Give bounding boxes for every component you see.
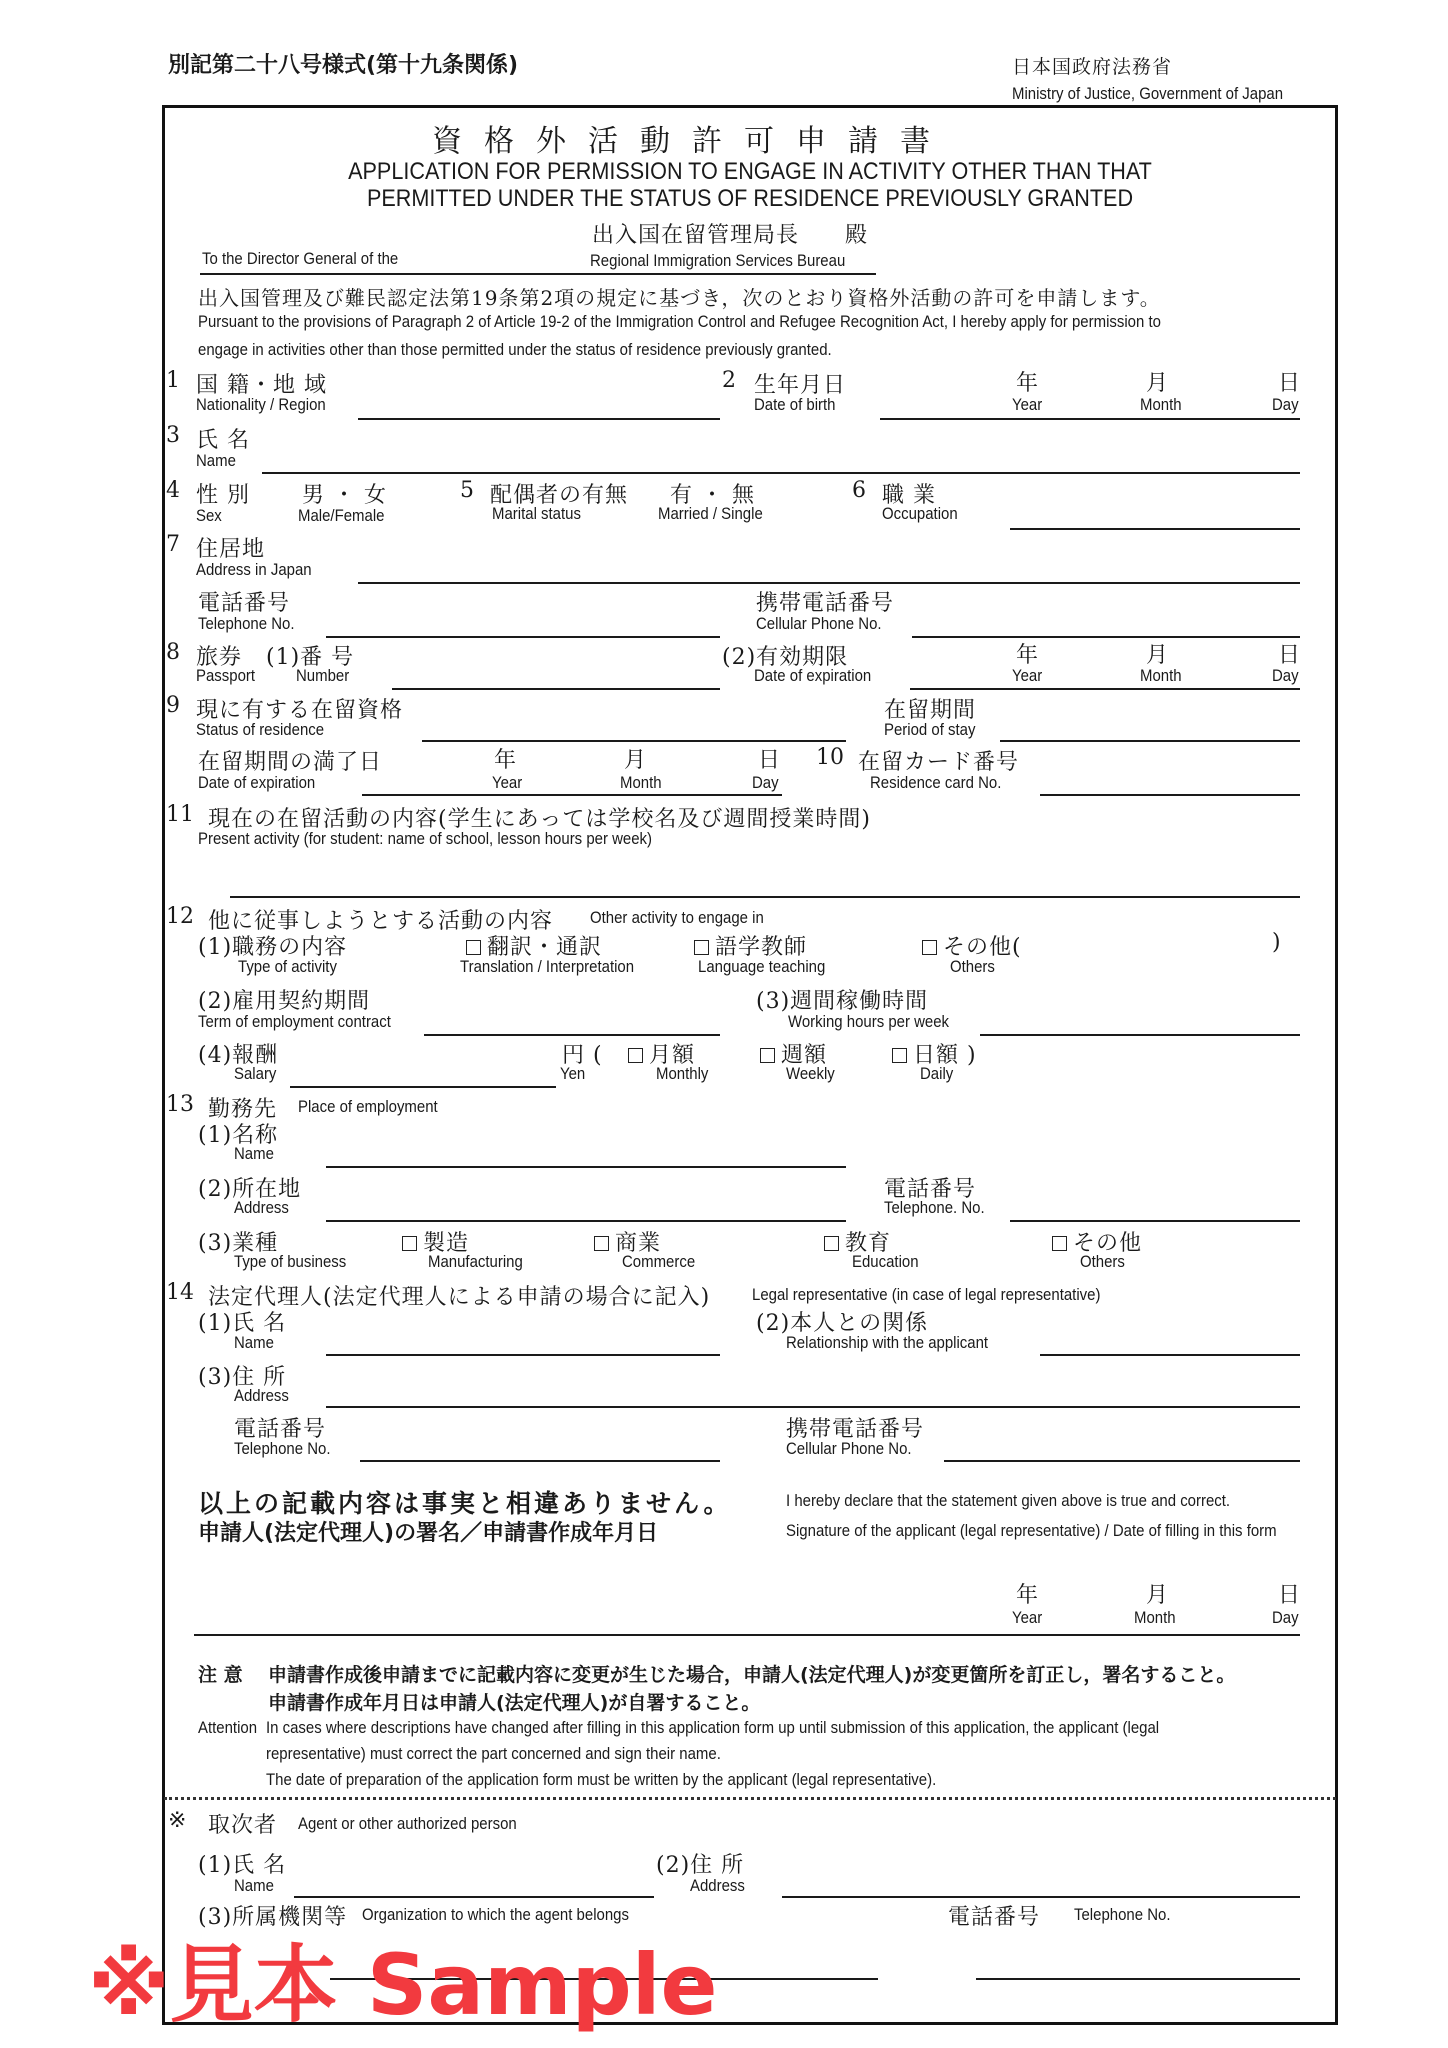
- attention-label-en: Attention: [198, 1718, 258, 1737]
- name-input-line[interactable]: [262, 472, 1300, 474]
- attention-label-jp: 注 意: [198, 1664, 243, 1686]
- yen-label-en: Yen: [560, 1064, 586, 1083]
- period-label-jp: 在留期間: [884, 698, 977, 723]
- employer-name-label-jp: (1)名称: [198, 1123, 279, 1148]
- month-en: Month: [1134, 1608, 1176, 1627]
- year-en: Year: [492, 773, 523, 792]
- month-en: Month: [1140, 666, 1182, 685]
- passport-expiry-label-jp: (2)有効期限: [722, 645, 849, 670]
- nationality-label-en: Nationality / Region: [196, 395, 326, 414]
- attention-jp-line2: 申請書作成年月日は申請人(法定代理人)が自署すること。: [268, 1692, 761, 1714]
- card-label-en: Residence card No.: [870, 773, 1002, 792]
- signature-label-jp: 申請人(法定代理人)の署名／申請書作成年月日: [198, 1521, 659, 1546]
- business-type-label-jp: (3)業種: [198, 1231, 279, 1256]
- field-12-number: 12: [166, 904, 194, 929]
- legal-rep-cell-input-line[interactable]: [944, 1460, 1300, 1462]
- addressee-en-right: Regional Immigration Services Bureau: [590, 251, 846, 270]
- business-others-label-en: Others: [1080, 1252, 1125, 1271]
- agent-name-input-line[interactable]: [294, 1896, 654, 1898]
- relationship-label-jp: (2)本人との関係: [756, 1311, 929, 1336]
- month-jp: 月: [1146, 643, 1170, 668]
- status-input-line[interactable]: [422, 740, 846, 742]
- passport-number-label-jp: (1)番 号: [266, 645, 355, 670]
- others-label-jp: その他(: [943, 935, 1022, 960]
- attention-jp-line1: 申請書作成後申請までに記載内容に変更が生じた場合，申請人(法定代理人)が変更箇所を訂正し，署名すること。: [268, 1664, 1236, 1686]
- education-label-jp: 教育: [845, 1231, 892, 1256]
- ministry-en: Ministry of Justice, Government of Japan: [1012, 84, 1284, 103]
- form-number: 別記第二十八号様式(第十九条関係): [168, 53, 519, 78]
- year-en: Year: [1012, 666, 1043, 685]
- others-close-paren: ): [1272, 930, 1282, 955]
- commerce-checkbox[interactable]: [594, 1236, 609, 1251]
- activity-type-label-jp: (1)職務の内容: [198, 935, 348, 960]
- legal-rep-address-label-en: Address: [234, 1386, 289, 1405]
- employer-phone-label-en: Telephone. No.: [884, 1198, 985, 1217]
- declaration-jp: 以上の記載内容は事実と相違ありません。: [198, 1489, 732, 1518]
- month-jp: 月: [1146, 371, 1170, 396]
- legal-rep-cell-label-en: Cellular Phone No.: [786, 1439, 912, 1458]
- addressee-en-left: To the Director General of the: [202, 249, 399, 268]
- contract-term-label-en: Term of employment contract: [198, 1012, 391, 1031]
- legal-rep-name-label-en: Name: [234, 1333, 274, 1352]
- declaration-en: I hereby declare that the statement given above is true and correct.: [786, 1491, 1231, 1510]
- attention-en-line1: In cases where descriptions have changed after filling in this application form up until submission of this application, the applicant (legal: [266, 1718, 1160, 1737]
- agent-address-input-line[interactable]: [782, 1896, 1300, 1898]
- occupation-input-line[interactable]: [1010, 528, 1300, 530]
- weekly-checkbox[interactable]: [760, 1048, 775, 1063]
- employer-phone-input-line[interactable]: [1010, 1220, 1300, 1222]
- manufacturing-label-jp: 製造: [423, 1231, 470, 1256]
- employer-address-label-en: Address: [234, 1198, 289, 1217]
- attention-en-line3: The date of preparation of the application form must be written by the applicant (legal representative).: [266, 1770, 937, 1789]
- nationality-label-jp: 国 籍・地 域: [196, 373, 327, 398]
- legal-rep-cell-label-jp: 携帯電話番号: [786, 1417, 925, 1442]
- passport-expiry-label-en: Date of expiration: [754, 666, 872, 685]
- phone-label-en: Telephone No.: [198, 614, 295, 633]
- daily-checkbox[interactable]: [892, 1048, 907, 1063]
- legal-rep-phone-input-line[interactable]: [360, 1460, 720, 1462]
- month-en: Month: [1140, 395, 1182, 414]
- year-jp: 年: [494, 748, 518, 773]
- agent-label-jp: 取次者: [208, 1813, 278, 1838]
- employer-phone-label-jp: 電話番号: [884, 1177, 977, 1202]
- month-jp: 月: [1146, 1583, 1170, 1608]
- yen-label-jp: 円 (: [562, 1043, 603, 1068]
- ministry-jp: 日本国政府法務省: [1012, 56, 1173, 78]
- attention-en-line2: representative) must correct the part concerned and sign their name.: [266, 1744, 721, 1763]
- passport-label-jp: 旅券: [196, 645, 243, 670]
- nationality-input-line[interactable]: [358, 418, 720, 420]
- cellphone-label-jp: 携帯電話番号: [756, 591, 895, 616]
- year-jp: 年: [1016, 643, 1040, 668]
- working-hours-label-en: Working hours per week: [788, 1012, 950, 1031]
- employer-label-en: Place of employment: [298, 1097, 438, 1116]
- business-others-label-jp: その他: [1073, 1231, 1143, 1256]
- expiry-label-jp: 在留期間の満了日: [198, 750, 383, 775]
- commerce-label-jp: 商業: [615, 1231, 662, 1256]
- agent-name-label-jp: (1)氏 名: [198, 1853, 287, 1878]
- legal-rep-phone-label-jp: 電話番号: [234, 1417, 327, 1442]
- employer-label-jp: 勤務先: [208, 1097, 278, 1122]
- addressee-jp: 出入国在留管理局長 殿: [592, 223, 869, 248]
- field-4-number: 4: [166, 478, 180, 503]
- expiry-input-line[interactable]: [362, 794, 782, 796]
- salary-label-jp: (4)報酬: [198, 1043, 279, 1068]
- working-hours-input-line[interactable]: [980, 1034, 1300, 1036]
- title-jp: 資格外活動許可申請書: [432, 124, 952, 159]
- education-checkbox[interactable]: [824, 1236, 839, 1251]
- status-label-jp: 現に有する在留資格: [196, 698, 404, 723]
- marital-label-en: Marital status: [492, 504, 581, 523]
- marital-options-en: Married / Single: [658, 504, 763, 523]
- sex-label-jp: 性 別: [196, 483, 250, 508]
- passport-expiry-input-line[interactable]: [910, 688, 1300, 690]
- weekly-label-jp: 週額: [781, 1043, 828, 1068]
- addressee-line: [200, 273, 876, 275]
- present-activity-input-line[interactable]: [230, 896, 1300, 898]
- agent-phone-label-jp: 電話番号: [948, 1905, 1041, 1930]
- others-checkbox[interactable]: [922, 940, 937, 955]
- employer-name-label-en: Name: [234, 1144, 274, 1163]
- relationship-label-en: Relationship with the applicant: [786, 1333, 989, 1352]
- activity-type-label-en: Type of activity: [238, 957, 337, 976]
- agent-address-label-jp: (2)住 所: [656, 1853, 745, 1878]
- agent-mark: ※: [168, 1808, 188, 1833]
- legal-rep-address-input-line[interactable]: [326, 1406, 1300, 1408]
- dotted-separator: [164, 1797, 1336, 1800]
- occupation-label-en: Occupation: [882, 504, 958, 523]
- salary-input-line[interactable]: [290, 1086, 556, 1088]
- field-3-number: 3: [166, 423, 180, 448]
- card-label-jp: 在留カード番号: [858, 750, 1020, 775]
- employer-address-label-jp: (2)所在地: [198, 1177, 302, 1202]
- day-jp: 日: [1278, 643, 1302, 668]
- agent-org-label-en: Organization to which the agent belongs: [362, 1905, 629, 1924]
- marital-label-jp: 配偶者の有無: [490, 483, 629, 508]
- contract-term-input-line[interactable]: [424, 1034, 720, 1036]
- business-others-checkbox[interactable]: [1052, 1236, 1067, 1251]
- legal-rep-name-input-line[interactable]: [326, 1354, 720, 1356]
- address-label-jp: 住居地: [196, 537, 266, 562]
- passport-number-label-en: Number: [296, 666, 350, 685]
- phone-label-jp: 電話番号: [198, 591, 291, 616]
- period-label-en: Period of stay: [884, 720, 976, 739]
- marital-options-jp[interactable]: 有 ・ 無: [670, 483, 755, 508]
- daily-label-en: Daily: [920, 1064, 954, 1083]
- legal-rep-address-label-jp: (3)住 所: [198, 1365, 287, 1390]
- translation-label-jp: 翻訳・通訳: [487, 935, 603, 960]
- monthly-label-jp: 月額: [649, 1043, 696, 1068]
- address-label-en: Address in Japan: [196, 560, 312, 579]
- field-2-number: 2: [722, 368, 736, 393]
- expiry-label-en: Date of expiration: [198, 773, 316, 792]
- present-activity-label-jp: 現在の在留活動の内容(学生にあっては学校名及び週間授業時間): [208, 807, 871, 832]
- agent-org-label-jp: (3)所属機関等: [198, 1905, 348, 1930]
- agent-address-label-en: Address: [690, 1876, 745, 1895]
- field-14-number: 14: [166, 1280, 194, 1305]
- signature-input-line[interactable]: [194, 1634, 1300, 1636]
- month-en: Month: [620, 773, 662, 792]
- language-teaching-label-jp: 語学教師: [715, 935, 808, 960]
- year-jp: 年: [1016, 371, 1040, 396]
- field-6-number: 6: [852, 478, 866, 503]
- card-input-line[interactable]: [1040, 794, 1300, 796]
- day-en: Day: [1272, 666, 1299, 685]
- sex-options-jp[interactable]: 男 ・ 女: [302, 483, 387, 508]
- manufacturing-checkbox[interactable]: [402, 1236, 417, 1251]
- year-en: Year: [1012, 1608, 1043, 1627]
- field-7-number: 7: [166, 532, 180, 557]
- field-11-number: 11: [166, 802, 194, 827]
- day-en: Day: [1272, 395, 1299, 414]
- signature-label-en: Signature of the applicant (legal representative) / Date of filling in this form: [786, 1521, 1277, 1540]
- employer-address-input-line[interactable]: [326, 1220, 846, 1222]
- period-input-line[interactable]: [1000, 740, 1300, 742]
- salary-label-en: Salary: [234, 1064, 277, 1083]
- monthly-label-en: Monthly: [656, 1064, 709, 1083]
- contract-term-label-jp: (2)雇用契約期間: [198, 989, 371, 1014]
- intro-en-line1: Pursuant to the provisions of Paragraph 2 of Article 19-2 of the Immigration Control and Refugee Recognition Act, I hereby apply for permission to: [198, 312, 1161, 331]
- translation-checkbox[interactable]: [466, 940, 481, 955]
- sex-options-en: Male/Female: [298, 506, 385, 525]
- title-en-line1: APPLICATION FOR PERMISSION TO ENGAGE IN ACTIVITY OTHER THAN THAT: [348, 158, 1152, 185]
- field-8-number: 8: [166, 640, 180, 665]
- daily-label-jp: 日額 ): [913, 1043, 977, 1068]
- others-label-en: Others: [950, 957, 995, 976]
- name-label-jp: 氏 名: [196, 428, 250, 453]
- birthdate-label-jp: 生年月日: [754, 373, 847, 398]
- agent-phone-label-en: Telephone No.: [1074, 1905, 1171, 1924]
- employer-name-input-line[interactable]: [326, 1166, 846, 1168]
- intro-jp: 出入国管理及び難民認定法第19条第2項の規定に基づき，次のとおり資格外活動の許可を申請します。: [198, 286, 1161, 310]
- passport-number-input-line[interactable]: [392, 688, 720, 690]
- address-input-line[interactable]: [358, 582, 1300, 584]
- legal-rep-label-en: Legal representative (in case of legal representative): [752, 1285, 1101, 1304]
- field-1-number: 1: [166, 368, 180, 393]
- title-en-line2: PERMITTED UNDER THE STATUS OF RESIDENCE PREVIOUSLY GRANTED: [366, 185, 1134, 212]
- birthdate-label-en: Date of birth: [754, 395, 836, 414]
- day-en: Day: [752, 773, 779, 792]
- weekly-label-en: Weekly: [786, 1064, 835, 1083]
- field-5-number: 5: [460, 478, 474, 503]
- name-label-en: Name: [196, 451, 236, 470]
- commerce-label-en: Commerce: [622, 1252, 696, 1271]
- passport-label-en: Passport: [196, 666, 256, 685]
- birthdate-input-line[interactable]: [880, 418, 1300, 420]
- intro-en-line2: engage in activities other than those permitted under the status of residence previously granted.: [198, 340, 832, 359]
- legal-rep-phone-label-en: Telephone No.: [234, 1439, 331, 1458]
- day-en: Day: [1272, 1608, 1299, 1627]
- legal-rep-name-label-jp: (1)氏 名: [198, 1311, 287, 1336]
- field-10-number: 10: [816, 745, 844, 770]
- day-jp: 日: [1278, 1583, 1302, 1608]
- monthly-checkbox[interactable]: [628, 1048, 643, 1063]
- field-13-number: 13: [166, 1092, 194, 1117]
- other-activity-label-jp: 他に従事しようとする活動の内容: [208, 909, 554, 934]
- manufacturing-label-en: Manufacturing: [428, 1252, 523, 1271]
- present-activity-label-en: Present activity (for student: name of school, lesson hours per week): [198, 829, 653, 848]
- education-label-en: Education: [852, 1252, 919, 1271]
- agent-label-en: Agent or other authorized person: [298, 1814, 517, 1833]
- sample-watermark: ※見本 Sample: [88, 1936, 718, 2034]
- working-hours-label-jp: (3)週間稼働時間: [756, 989, 929, 1014]
- occupation-label-jp: 職 業: [882, 483, 936, 508]
- legal-rep-label-jp: 法定代理人(法定代理人による申請の場合に記入): [208, 1285, 711, 1310]
- year-en: Year: [1012, 395, 1043, 414]
- language-teaching-checkbox[interactable]: [694, 940, 709, 955]
- year-jp: 年: [1016, 1583, 1040, 1608]
- field-9-number: 9: [166, 693, 180, 718]
- day-jp: 日: [758, 748, 782, 773]
- agent-name-label-en: Name: [234, 1876, 274, 1895]
- phone-input-line[interactable]: [326, 636, 720, 638]
- agent-phone-input-line[interactable]: [976, 1978, 1300, 1980]
- translation-label-en: Translation / Interpretation: [460, 957, 635, 976]
- business-type-label-en: Type of business: [234, 1252, 347, 1271]
- other-activity-label-en: Other activity to engage in: [590, 908, 764, 927]
- cellphone-input-line[interactable]: [912, 636, 1300, 638]
- cellphone-label-en: Cellular Phone No.: [756, 614, 882, 633]
- sex-label-en: Sex: [196, 506, 222, 525]
- relationship-input-line[interactable]: [1040, 1354, 1300, 1356]
- month-jp: 月: [624, 748, 648, 773]
- day-jp: 日: [1278, 371, 1302, 396]
- status-label-en: Status of residence: [196, 720, 325, 739]
- language-teaching-label-en: Language teaching: [698, 957, 826, 976]
